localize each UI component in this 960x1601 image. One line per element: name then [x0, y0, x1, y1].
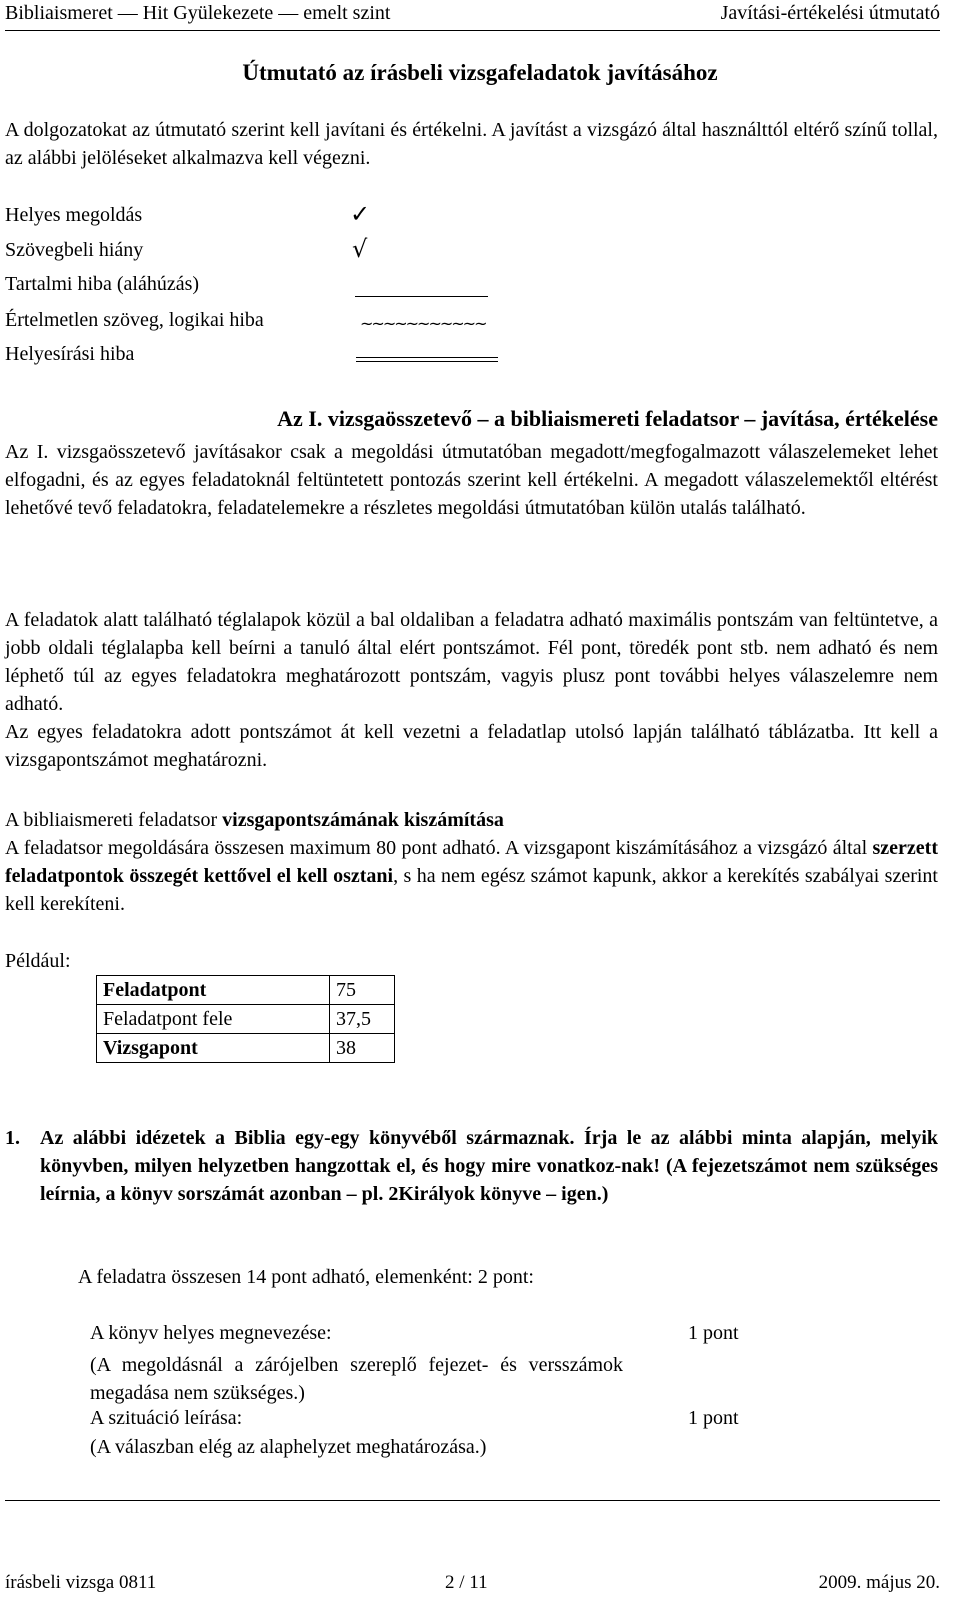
points-table — [96, 975, 395, 1063]
footer-rule — [5, 1500, 940, 1501]
task-number: 1. — [5, 1127, 20, 1149]
mark-label: Értelmetlen szöveg, logikai hiba — [5, 309, 264, 331]
table-cell-label: Feladatpont — [97, 976, 330, 1005]
task-text: Az alábbi idézetek a Biblia egy-egy könyvéből származnak. Írja le az alábbi minta alapján, melyik könyvben, milyen helyzetben hangzottak el, és hogy mire vonatkoz-nak! (A fejezetszámot nem szükséges leírnia, a könyv sorszámát azonban – pl. 2Királyok könyve – igen.) — [40, 1127, 938, 1205]
table-cell-value: 38 — [330, 1034, 395, 1063]
mark-label: Helyesírási hiba — [5, 343, 135, 365]
root-check-icon: √ — [352, 235, 368, 263]
footer-right: 2009. május 20. — [818, 1572, 940, 1593]
mark-row-logic-error — [5, 309, 264, 332]
double-underline-mark — [356, 357, 498, 362]
scoring-note: (A válaszban elég az alaphelyzet meghatározása.) — [90, 1436, 487, 1458]
table-row — [97, 976, 395, 1005]
checkmark-icon: ✓ — [350, 200, 371, 228]
table-cell-value: 75 — [330, 976, 395, 1005]
example-label: Például: — [5, 950, 71, 972]
paragraph-transfer: Az egyes feladatokra adott pontszámot át kell vezetni a feladatlap utolsó lapján található táblázatba. Itt kell a vizsgapontszámot meghatározni. — [5, 721, 938, 771]
calc-text-bold: szerzett feladatpontok összegét kettővel el kell osztani — [5, 837, 938, 887]
page-header — [5, 0, 940, 30]
underline-mark — [355, 296, 488, 297]
mark-row-content-error — [5, 273, 199, 296]
mark-label: Tartalmi hiba (aláhúzás) — [5, 273, 200, 295]
calc-text-c: , s ha nem egész számot kapunk, akkor a kerekítés szabályai szerint kell kerekíteni. — [5, 865, 938, 915]
scoring-note: (A megoldásnál a zárójelben szereplő fejezet- és versszámok megadása nem szükséges.) — [90, 1354, 623, 1404]
page-footer — [5, 1572, 940, 1598]
calc-paragraph — [5, 834, 938, 918]
page-number: 2 / 11 — [445, 1572, 488, 1593]
scoring-points: 1 pont — [688, 1322, 739, 1344]
scoring-points: 1 pont — [688, 1407, 739, 1429]
scoring-item: A könyv helyes megnevezése: — [90, 1322, 332, 1344]
header-left: Bibliaismeret — Hit Gyülekezete — emelt szint — [5, 2, 391, 24]
mark-label: Helyes megoldás — [5, 204, 143, 226]
table-cell-label: Vizsgapont — [97, 1034, 330, 1063]
scoring-item: A szituáció leírása: — [90, 1407, 243, 1429]
calc-heading-bold: vizsgapontszámának kiszámítása — [222, 809, 504, 831]
page-title: Útmutató az írásbeli vizsgafeladatok javításához — [242, 60, 718, 85]
table-cell-label: Feladatpont fele — [97, 1005, 330, 1034]
wavy-line-mark: ~~~~~~~~~~~ — [360, 314, 486, 333]
header-rule — [5, 30, 940, 31]
table-row — [97, 1034, 395, 1063]
mark-row-correct — [5, 204, 142, 227]
mark-label: Szövegbeli hiány — [5, 239, 144, 261]
section-title: Az I. vizsgaösszetevő – a bibliaismereti feladatsor – javítása, értékelése — [277, 406, 938, 431]
mark-row-spelling-error — [5, 343, 134, 366]
mark-row-missing — [5, 239, 143, 262]
calc-heading-plain: A bibliaismereti feladatsor — [5, 809, 223, 831]
paragraph-evaluation: Az I. vizsgaösszetevő javításakor csak a megoldási útmutatóban megadott/megfogalmazott válaszelemeket lehet elfogadni, és az egyes feladatoknál feltüntetett pontozás szerint kell értékelni. A megadott válaszelemektől eltérést lehetővé tevő feladatokra, feladatelemekre a részletes megoldási útmutatóban külön utalás található. — [5, 441, 938, 519]
table-row — [97, 1005, 395, 1034]
footer-left: írásbeli vizsga 0811 — [5, 1572, 157, 1593]
calc-text-a: A feladatsor megoldására összesen maximum 80 pont adható. A vizsgapont kiszámításához a vizsgázó által — [5, 837, 873, 859]
paragraph-rectangles: A feladatok alatt található téglalapok közül a bal oldaliban a feladatra adható maximális pontszám van feltüntetve, a jobb oldali téglalapba kell beírni a tanuló által elért pontszámot. Fél pont, töredék pont stb. nem adható és nem léphető túl az egyes feladatokra meghatározott pontszám, vagyis plusz pont további helyes válaszelemre nem adható. — [5, 609, 938, 715]
intro-paragraph: A dolgozatokat az útmutató szerint kell javítani és értékelni. A javítást a vizsgázó által használttól eltérő színű tollal, az alábbi jelöléseket alkalmazva kell végezni. — [5, 119, 938, 169]
table-cell-value: 37,5 — [330, 1005, 395, 1034]
header-right: Javítási-értékelési útmutató — [720, 2, 940, 24]
task-1 — [5, 1124, 938, 1208]
scoring-intro: A feladatra összesen 14 pont adható, elemenként: 2 pont: — [78, 1266, 534, 1288]
calc-heading — [5, 806, 938, 834]
